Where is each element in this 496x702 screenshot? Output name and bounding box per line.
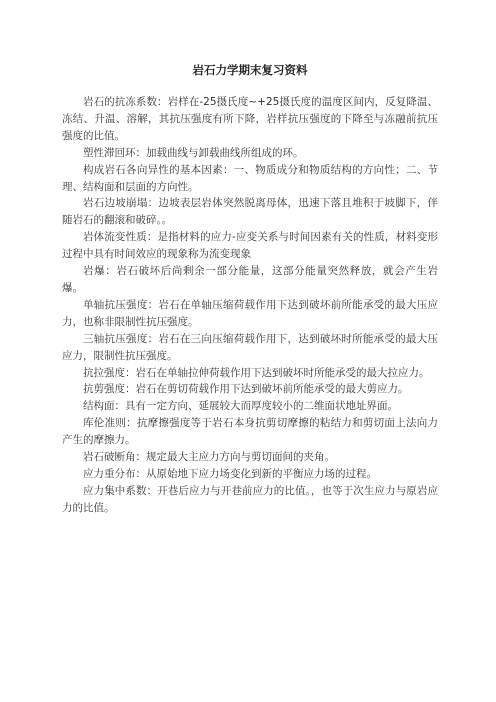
document-title: 岩石力学期末复习资料	[192, 63, 308, 77]
paragraph-uniaxial-strength: 单轴抗压强度：岩石在单轴压缩荷载作用下达到破坏前所能承受的最大压应力，也称非限制性抗压强度。	[62, 298, 438, 328]
paragraph-slope-collapse: 岩石边坡崩塌：边坡表层岩体突然脱离母体，迅速下落且堆积于坡脚下，伴随岩石的翻滚和破碎。。	[62, 197, 438, 227]
paragraph-hysteresis-loop: 塑性滞回环：加载曲线与卸载曲线所组成的环。	[83, 146, 304, 159]
paragraph-tensile-strength: 抗拉强度：岩石在单轴拉伸荷载作用下达到破坏时所能承受的最大拉应力。	[83, 366, 430, 379]
paragraph-coulomb-criterion: 库伦准则：抗摩擦强度等于岩石本身抗剪切摩擦的粘结力和剪切面上法向力产生的摩擦力。	[62, 417, 438, 447]
paragraph-triaxial-strength: 三轴抗压强度：岩石在三向压缩荷载作用下，达到破坏时所能承受的最大压应力，限制性抗压强度。	[62, 332, 438, 362]
paragraph-stress-redistribution: 应力重分布：从原始地下应力场变化到新的平衡应力场的过程。	[83, 467, 377, 480]
paragraph-stress-concentration: 应力集中系数：开巷后应力与开巷前应力的比值。，也等于次生应力与原岩应力的比值。	[62, 484, 438, 514]
paragraph-rheology: 岩体流变性质：是指材料的应力-应变关系与时间因素有关的性质，材料变形过程中具有时间效应的现象称为流变现象	[62, 231, 438, 261]
paragraph-shear-strength: 抗剪强度：岩石在剪切荷载作用下达到破坏前所能承受的最大剪应力。	[83, 383, 409, 396]
paragraph-anisotropy: 构成岩石各向异性的基本因素：一、物质成分和物质结构的方向性；二、节理、结构面和层面的方向性。	[62, 163, 438, 193]
paragraph-rockburst: 岩爆：岩石破坏后尚剩余一部分能量，这部分能量突然释放，就会产生岩爆。	[62, 265, 438, 294]
paragraph-fracture-angle: 岩石破断角：规定最大主应力方向与剪切面间的夹角。	[83, 451, 335, 464]
paragraph-structural-plane: 结构面：具有一定方向、延展较大而厚度较小的二维面状地址界面。	[83, 400, 398, 413]
paragraph-frost-coefficient: 岩石的抗冻系数：岩样在-25摄氏度~+25摄氏度的温度区间内，反复降温、冻结、升温、溶解，其抗压强度有所下降，岩样抗压强度的下降至与冻融前抗压强度的比值。	[62, 96, 438, 142]
